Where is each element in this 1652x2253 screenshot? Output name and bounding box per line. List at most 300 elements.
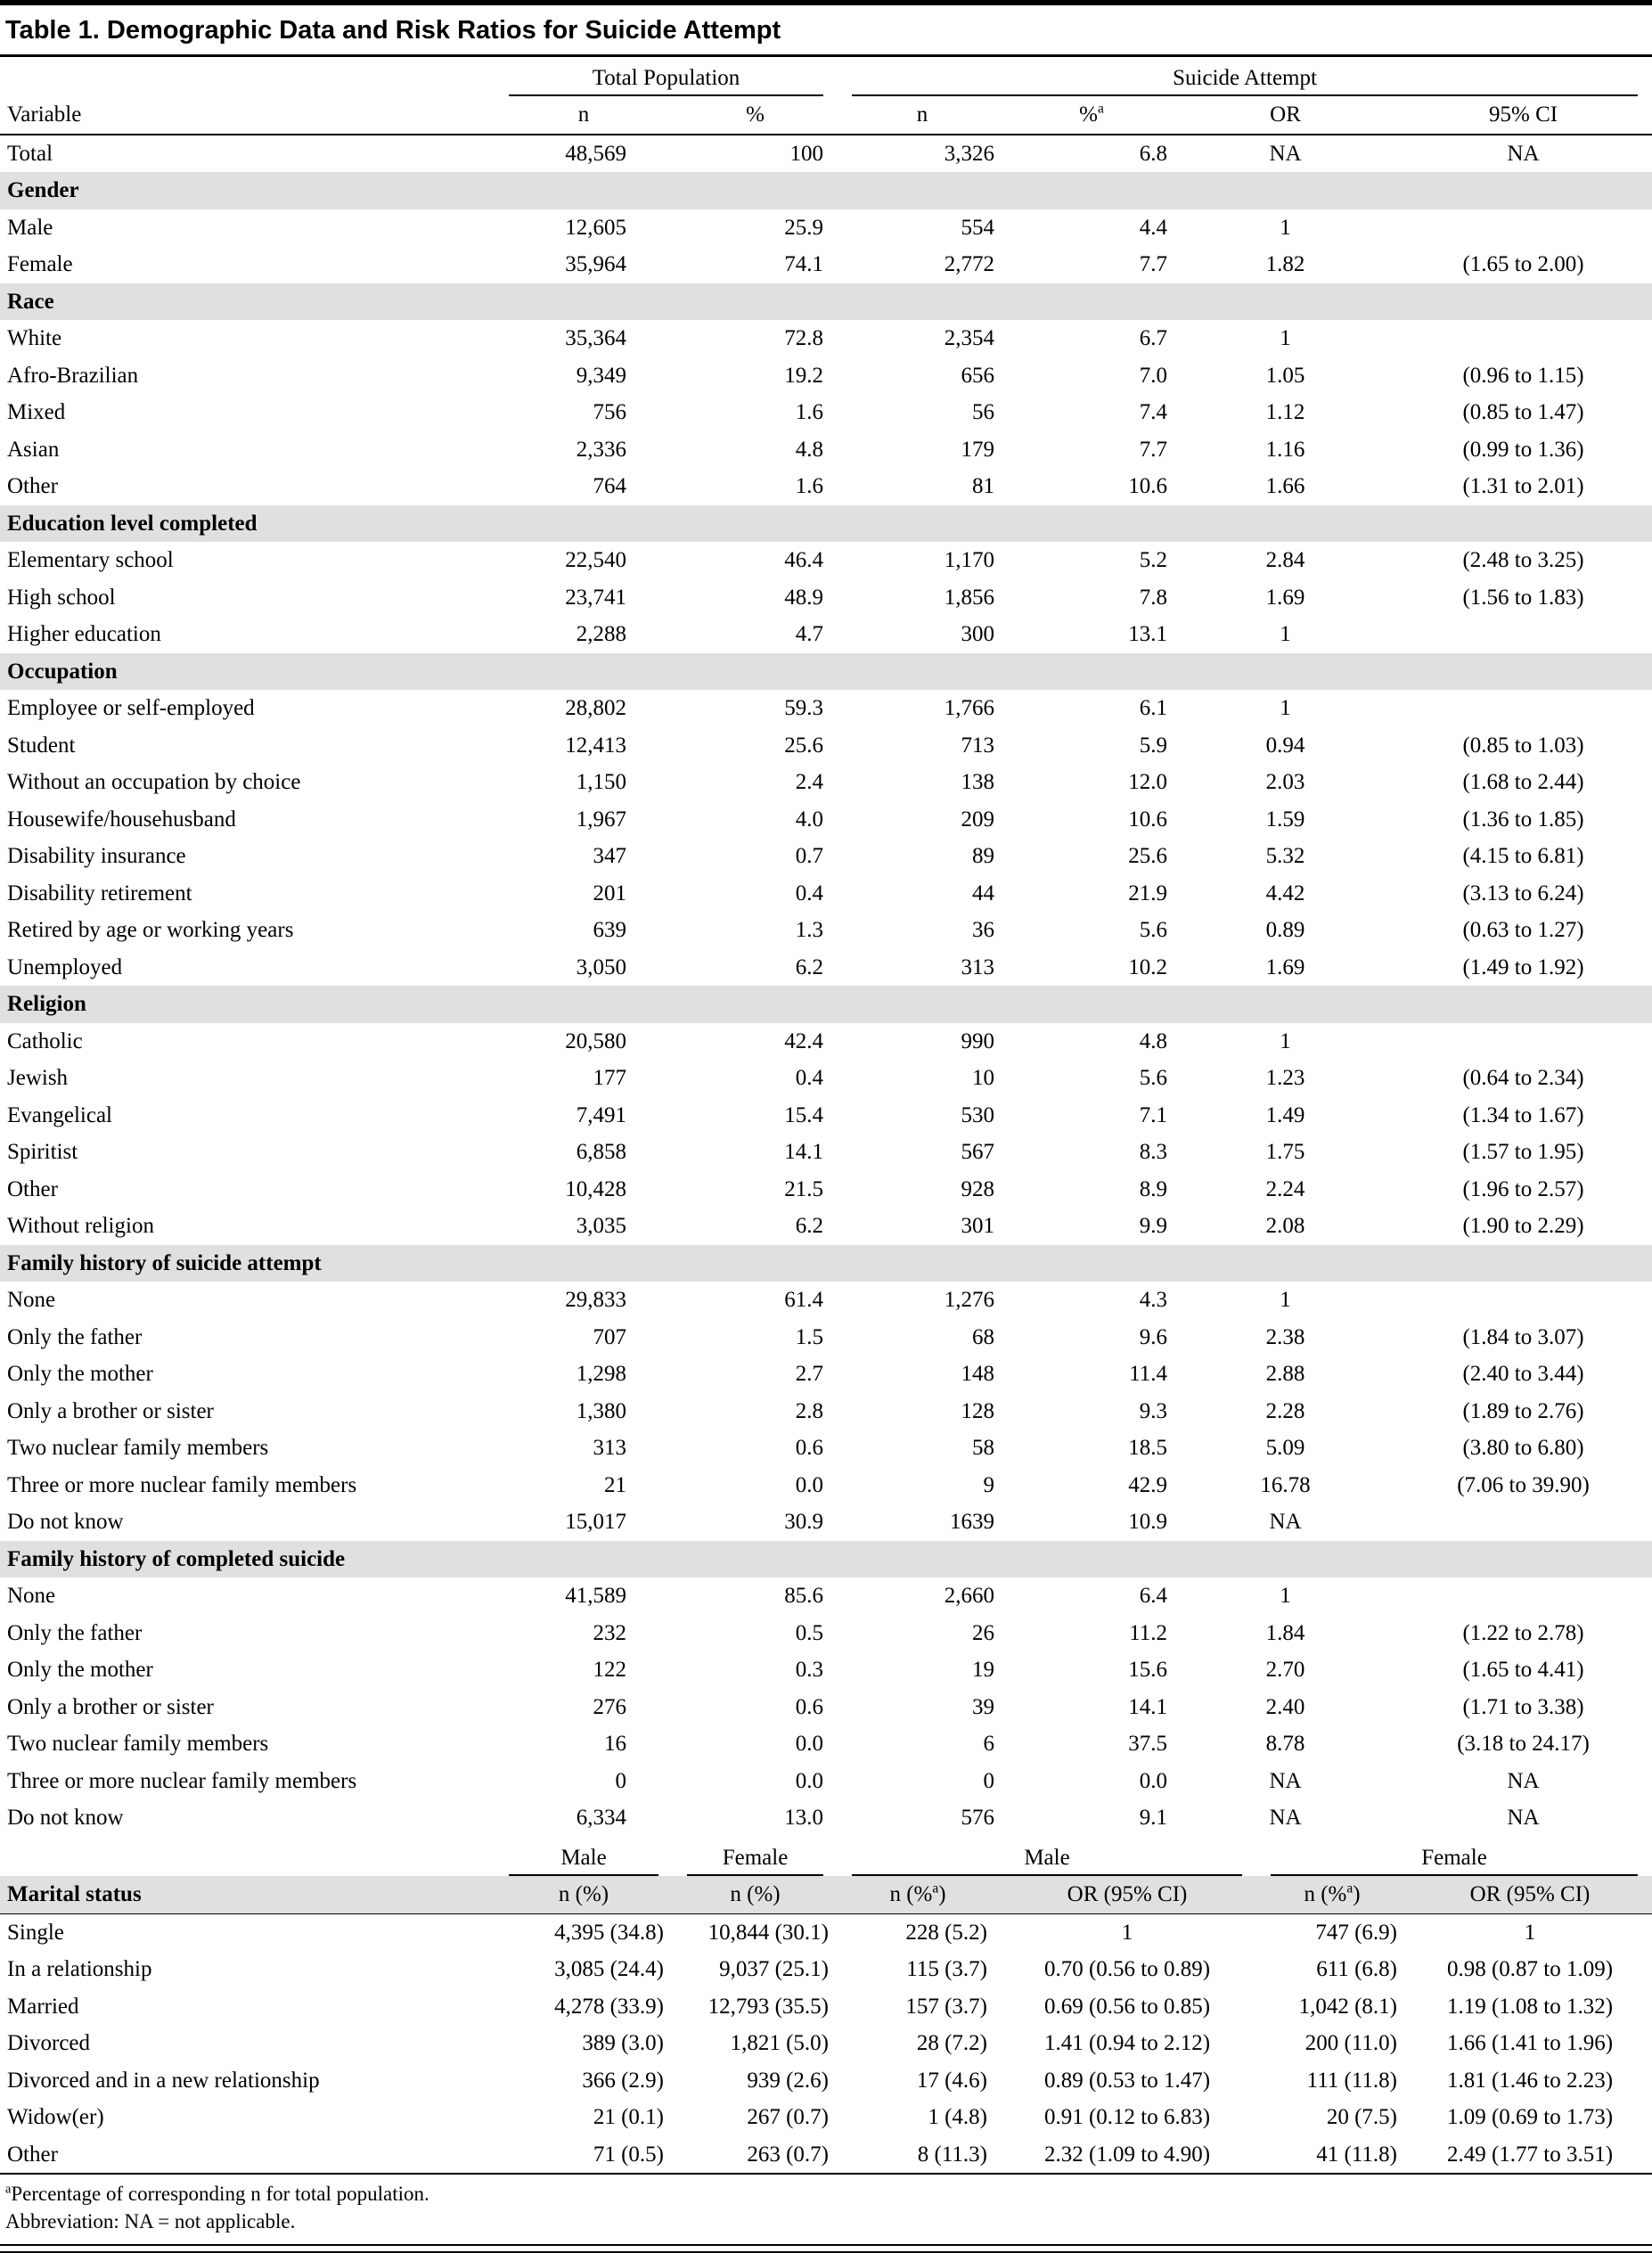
value-cell: 16 — [604, 1732, 626, 1757]
col-header-pct-total: % — [673, 96, 838, 135]
col-header-male-or-ci: OR (95% CI) — [998, 1876, 1256, 1913]
value-cell: 29,833 — [565, 1288, 626, 1313]
value-cell: 201 — [593, 881, 626, 905]
value-cell: 1,042 (8.1) — [1298, 1994, 1397, 2019]
table-row — [0, 431, 1652, 469]
value-cell — [1394, 690, 1652, 727]
value-cell: 21 — [604, 1472, 626, 1497]
value-cell: 2.88 — [1265, 1362, 1305, 1387]
value-cell: 347 — [593, 844, 626, 869]
value-cell: 756 — [593, 400, 626, 425]
value-cell: 9.9 — [1139, 1214, 1168, 1239]
section-header: Family history of suicide attempt — [0, 1245, 1652, 1282]
value-cell: 179 — [961, 437, 995, 462]
value-cell: 5.9 — [1139, 733, 1168, 758]
value-cell: 61.4 — [784, 1288, 824, 1313]
value-cell: 209 — [961, 807, 995, 832]
value-cell: 7.0 — [1139, 363, 1168, 388]
female-total-label: Female — [687, 1844, 823, 1877]
value-cell: 26 — [972, 1620, 995, 1645]
value-cell: 928 — [961, 1176, 995, 1201]
value-cell: (0.63 to 1.27) — [1462, 918, 1584, 943]
table-row — [0, 616, 1652, 653]
value-cell: 1.49 — [1265, 1102, 1305, 1127]
value-cell: 939 (2.6) — [747, 2068, 829, 2093]
section-header-row — [0, 986, 1652, 1023]
row-label: Other — [7, 474, 58, 499]
male-total-group-header — [495, 1837, 673, 1877]
row-label: Only a brother or sister — [7, 1398, 214, 1423]
value-cell: 0.0 — [795, 1472, 824, 1497]
table-row — [0, 1023, 1652, 1061]
value-cell: 72.8 — [784, 326, 824, 351]
value-cell: (4.15 to 6.81) — [1462, 844, 1584, 869]
table-row — [0, 2136, 1652, 2175]
table-row — [0, 1503, 1652, 1541]
value-cell: 0.0 — [795, 1732, 824, 1757]
value-cell: 56 — [972, 400, 995, 425]
table-row — [0, 764, 1652, 801]
row-label: Employee or self-employed — [7, 696, 255, 721]
value-cell: 48.9 — [784, 585, 824, 610]
value-cell: 7.1 — [1139, 1102, 1168, 1127]
row-label: Catholic — [7, 1028, 83, 1053]
bottom-double-rule — [0, 2244, 1652, 2253]
table-row — [0, 912, 1652, 949]
col-header-n-attempt: n — [838, 96, 1007, 135]
value-cell: 68 — [972, 1324, 995, 1349]
table-row — [0, 246, 1652, 283]
value-cell: 128 — [961, 1398, 995, 1423]
value-cell: 4.8 — [1139, 1028, 1168, 1053]
value-cell: 2.84 — [1265, 548, 1305, 573]
table-row — [0, 2062, 1652, 2100]
value-cell: 30.9 — [784, 1510, 824, 1535]
section-header: Family history of completed suicide — [0, 1541, 1652, 1578]
row-label: Widow(er) — [7, 2105, 104, 2130]
value-cell: 42.9 — [1128, 1472, 1168, 1497]
value-cell: 2,772 — [944, 252, 995, 277]
value-cell: 9.1 — [1139, 1806, 1168, 1831]
section-header: Occupation — [0, 653, 1652, 691]
value-cell: 6.1 — [1139, 696, 1168, 721]
table-row — [0, 1430, 1652, 1467]
value-cell: 11.2 — [1129, 1620, 1168, 1645]
value-cell: 1.59 — [1265, 807, 1305, 832]
marital-group-spacer — [0, 1837, 495, 1877]
total-population-group-header — [495, 57, 838, 97]
row-label: Only the father — [7, 1324, 143, 1349]
value-cell: 0.89 (0.53 to 1.47) — [1043, 2068, 1211, 2093]
value-cell: 10,844 (30.1) — [707, 1920, 829, 1945]
table-row — [0, 727, 1652, 765]
value-cell — [1394, 1282, 1652, 1319]
value-cell: 115 (3.7) — [906, 1957, 987, 1982]
value-cell: 7.7 — [1139, 252, 1168, 277]
value-cell: 41,589 — [565, 1584, 626, 1609]
table-row — [0, 1467, 1652, 1504]
value-cell — [1394, 616, 1652, 653]
value-cell: 4.42 — [1265, 881, 1305, 905]
column-group-header-row — [0, 57, 1652, 97]
value-cell: 12,605 — [565, 215, 626, 240]
row-label: Only the father — [7, 1620, 143, 1645]
value-cell: NA — [1507, 1806, 1540, 1831]
male-attempt-label: Male — [852, 1844, 1242, 1877]
value-cell: NA — [1507, 141, 1540, 166]
table-row — [0, 1097, 1652, 1135]
row-label: Three or more nuclear family members — [7, 1768, 357, 1793]
value-cell: 9.6 — [1139, 1324, 1168, 1349]
table-row — [0, 1689, 1652, 1726]
value-cell: 232 — [593, 1620, 626, 1645]
row-label: Mixed — [7, 400, 66, 425]
value-cell: 1,170 — [944, 548, 995, 573]
table-head — [0, 57, 1652, 135]
value-cell: 389 (3.0) — [582, 2031, 664, 2056]
value-cell: 17 (4.6) — [916, 2068, 987, 2093]
value-cell: 2.38 — [1265, 1324, 1305, 1349]
value-cell: 85.6 — [784, 1584, 824, 1609]
table-body — [0, 135, 1652, 1837]
value-cell: 12,793 (35.5) — [707, 1994, 829, 2019]
table-row — [0, 690, 1652, 727]
value-cell: (0.99 to 1.36) — [1462, 437, 1584, 462]
value-cell: (0.64 to 2.34) — [1462, 1066, 1584, 1091]
section-header-row — [0, 653, 1652, 691]
row-label: Other — [7, 1176, 58, 1201]
table-row — [0, 875, 1652, 913]
value-cell: 39 — [972, 1694, 995, 1719]
value-cell: 20,580 — [565, 1028, 626, 1053]
value-cell: 3,050 — [576, 954, 626, 979]
section-header: Gender — [0, 172, 1652, 209]
value-cell: 0 — [983, 1768, 995, 1793]
value-cell: 2.40 — [1265, 1694, 1305, 1719]
row-label: Student — [7, 733, 76, 758]
table-row — [0, 1651, 1652, 1689]
marital-status-table — [0, 1837, 1652, 2175]
value-cell: 0.4 — [795, 1066, 824, 1091]
value-cell — [1394, 320, 1652, 357]
value-cell: 1,150 — [576, 770, 626, 795]
value-cell: 6.2 — [795, 954, 824, 979]
demographics-table — [0, 57, 1652, 1837]
value-cell: 10,428 — [565, 1176, 626, 1201]
value-cell: 9 — [983, 1472, 995, 1497]
table-row — [0, 1577, 1652, 1615]
value-cell: (0.85 to 1.47) — [1462, 400, 1584, 425]
value-cell: 7.4 — [1139, 400, 1168, 425]
row-label: Female — [7, 252, 73, 277]
value-cell: 0 — [615, 1768, 626, 1793]
value-cell: 0.91 (0.12 to 6.83) — [1043, 2105, 1211, 2130]
col-header-male-attempt-n-pct: n (%$^a$) — [838, 1876, 998, 1913]
value-cell: 5.6 — [1139, 1066, 1168, 1091]
value-cell: 25.6 — [1128, 844, 1168, 869]
table-row — [0, 1725, 1652, 1763]
value-cell: 9.3 — [1139, 1398, 1168, 1423]
value-cell: (0.96 to 1.15) — [1462, 363, 1584, 388]
value-cell: 1.69 — [1265, 954, 1305, 979]
table-row — [0, 320, 1652, 357]
row-label: Only a brother or sister — [7, 1694, 214, 1719]
footnote-abbreviation: Abbreviation: NA = not applicable. — [5, 2210, 296, 2233]
table-row — [0, 1060, 1652, 1097]
value-cell: 25.6 — [784, 733, 824, 758]
table-row — [0, 579, 1652, 617]
value-cell: 2.49 (1.77 to 3.51) — [1446, 2142, 1614, 2167]
value-cell: 1 — [1280, 215, 1291, 240]
value-cell: 1.66 (1.41 to 1.96) — [1446, 2031, 1614, 2056]
value-cell: 7.7 — [1139, 437, 1168, 462]
value-cell: 16.78 — [1260, 1472, 1311, 1497]
value-cell: (1.57 to 1.95) — [1462, 1140, 1584, 1165]
col-header-female-attempt-n-pct: n (%$^a$) — [1256, 1876, 1408, 1913]
value-cell: 19.2 — [784, 363, 824, 388]
value-cell: 6,334 — [576, 1806, 626, 1831]
value-cell: 0.89 — [1265, 918, 1305, 943]
row-label: Retired by age or working years — [7, 918, 294, 943]
value-cell: 276 — [593, 1694, 626, 1719]
row-label: Afro-Brazilian — [7, 363, 139, 388]
value-cell: 2.70 — [1265, 1658, 1305, 1683]
value-cell: 707 — [593, 1324, 626, 1349]
value-cell: (1.89 to 2.76) — [1462, 1398, 1584, 1423]
section-header: Religion — [0, 986, 1652, 1023]
value-cell: 1,276 — [944, 1288, 995, 1313]
value-cell: 1.16 — [1265, 437, 1305, 462]
table-row — [0, 394, 1652, 431]
value-cell: 5.6 — [1139, 918, 1168, 943]
value-cell: 10.2 — [1128, 954, 1168, 979]
value-cell: 10.6 — [1128, 807, 1168, 832]
value-cell: 656 — [961, 363, 995, 388]
value-cell: 3,326 — [944, 141, 995, 166]
value-cell — [1394, 1503, 1652, 1541]
value-cell: 0.70 (0.56 to 0.89) — [1043, 1957, 1211, 1982]
col-header-male-n-pct: n (%) — [495, 1876, 673, 1913]
value-cell: 2.32 (1.09 to 4.90) — [1043, 2142, 1211, 2167]
value-cell: 71 (0.5) — [593, 2142, 664, 2167]
marital-column-header-row — [0, 1876, 1652, 1913]
female-total-group-header — [673, 1837, 838, 1877]
value-cell: 1.41 (0.94 to 2.12) — [1043, 2031, 1211, 2056]
section-header: Education level completed — [0, 505, 1652, 543]
male-total-label: Male — [509, 1844, 658, 1877]
row-label: Single — [7, 1920, 64, 1945]
row-label: Evangelical — [7, 1102, 112, 1127]
row-label: Divorced and in a new relationship — [7, 2068, 320, 2093]
footnote-percentage: $^a$Percentage of corresponding n for total population. — [5, 2182, 429, 2206]
value-cell: 74.1 — [784, 252, 824, 277]
value-cell: (1.96 to 2.57) — [1462, 1176, 1584, 1201]
value-cell: 59.3 — [784, 696, 824, 721]
table-row — [0, 135, 1652, 173]
value-cell: 14.1 — [1128, 1694, 1168, 1719]
table-row — [0, 1282, 1652, 1319]
value-cell: (2.48 to 3.25) — [1462, 548, 1584, 573]
value-cell: 22,540 — [565, 548, 626, 573]
value-cell: 1 — [1524, 1920, 1536, 1945]
section-header-row — [0, 505, 1652, 543]
value-cell — [1394, 1023, 1652, 1061]
value-cell: 15.6 — [1128, 1658, 1168, 1683]
value-cell: 44 — [972, 881, 995, 905]
value-cell: 990 — [961, 1028, 995, 1053]
row-label: Married — [7, 1994, 79, 2019]
value-cell: 0.0 — [795, 1768, 824, 1793]
value-cell: 1.75 — [1265, 1140, 1305, 1165]
value-cell: 4,395 (34.8) — [554, 1920, 664, 1945]
table-row — [0, 1763, 1652, 1800]
table-row — [0, 1208, 1652, 1245]
value-cell: 764 — [593, 474, 626, 499]
value-cell: 3,035 — [576, 1214, 626, 1239]
value-cell: 0.6 — [795, 1694, 824, 1719]
value-cell: 10.9 — [1128, 1510, 1168, 1535]
table-row — [0, 838, 1652, 875]
value-cell: 157 (3.7) — [905, 1994, 987, 2019]
value-cell: (1.49 to 1.92) — [1462, 954, 1584, 979]
value-cell: 41 (11.8) — [1316, 2142, 1397, 2167]
table-title: Table 1. Demographic Data and Risk Ratios for Suicide Attempt — [0, 5, 1652, 57]
value-cell: 200 (11.0) — [1304, 2031, 1397, 2056]
table-row — [0, 357, 1652, 395]
table-row — [0, 1319, 1652, 1356]
table-row — [0, 1171, 1652, 1208]
value-cell: 713 — [961, 733, 995, 758]
value-cell: 747 (6.9) — [1315, 1920, 1397, 1945]
table-row — [0, 1913, 1652, 1951]
value-cell: (1.22 to 2.78) — [1462, 1620, 1584, 1645]
value-cell: 21.5 — [784, 1176, 824, 1201]
value-cell: 37.5 — [1128, 1732, 1168, 1757]
value-cell: 12.0 — [1128, 770, 1168, 795]
table-row — [0, 1951, 1652, 1988]
marital-group-header-row — [0, 1837, 1652, 1877]
table-row — [0, 2025, 1652, 2062]
value-cell: 4.0 — [795, 807, 824, 832]
value-cell: 2.24 — [1265, 1176, 1305, 1201]
value-cell: (1.65 to 4.41) — [1462, 1658, 1584, 1683]
value-cell: 263 (0.7) — [747, 2142, 829, 2167]
value-cell: 0.4 — [795, 881, 824, 905]
col-header-n-total: n — [495, 96, 673, 135]
value-cell: 5.2 — [1139, 548, 1168, 573]
value-cell: 6.8 — [1139, 141, 1168, 166]
value-cell: 5.32 — [1265, 844, 1305, 869]
value-cell: 1.12 — [1265, 400, 1305, 425]
row-label: White — [7, 326, 62, 351]
value-cell: 8.9 — [1139, 1176, 1168, 1201]
value-cell: 300 — [961, 622, 995, 647]
value-cell: 6 — [983, 1732, 995, 1757]
value-cell: 4,278 (33.9) — [554, 1994, 664, 2019]
value-cell: 4.7 — [795, 622, 824, 647]
value-cell: NA — [1269, 1768, 1302, 1793]
value-cell: 1.81 (1.46 to 2.23) — [1446, 2068, 1614, 2093]
table-row — [0, 949, 1652, 987]
col-header-female-or-ci: OR (95% CI) — [1408, 1876, 1652, 1913]
suicide-attempt-label: Suicide Attempt — [852, 64, 1638, 97]
value-cell: 2.7 — [795, 1362, 824, 1387]
value-cell: 9,037 (25.1) — [719, 1957, 829, 1982]
value-cell: (2.40 to 3.44) — [1462, 1362, 1584, 1387]
value-cell: 2.03 — [1265, 770, 1305, 795]
female-attempt-group-header — [1256, 1837, 1652, 1877]
value-cell: 6,858 — [576, 1140, 626, 1165]
value-cell: 4.3 — [1139, 1288, 1168, 1313]
value-cell: 1 — [1280, 1584, 1291, 1609]
value-cell: 1.09 (0.69 to 1.73) — [1446, 2105, 1614, 2130]
table-row — [0, 1799, 1652, 1837]
value-cell: (1.34 to 1.67) — [1462, 1102, 1584, 1127]
row-label: Jewish — [7, 1066, 69, 1091]
value-cell: 1,298 — [576, 1362, 626, 1387]
value-cell: 2.4 — [795, 770, 824, 795]
value-cell: 138 — [961, 770, 995, 795]
table-row — [0, 1134, 1652, 1171]
value-cell: 148 — [961, 1362, 995, 1387]
value-cell: 1 — [1280, 326, 1291, 351]
row-label: Divorced — [7, 2031, 91, 2056]
value-cell: 1,766 — [944, 696, 995, 721]
value-cell: 177 — [593, 1066, 626, 1091]
row-label: Three or more nuclear family members — [7, 1472, 357, 1497]
value-cell: 6.4 — [1139, 1584, 1168, 1609]
value-cell: (1.65 to 2.00) — [1462, 252, 1584, 277]
col-header-ci: 95% CI — [1394, 96, 1652, 135]
value-cell: 1.66 — [1265, 474, 1305, 499]
table-row — [0, 1615, 1652, 1652]
superscript-a: a — [5, 2182, 12, 2197]
value-cell: 28 (7.2) — [916, 2031, 987, 2056]
value-cell: 1 — [1280, 1288, 1291, 1313]
row-label: Two nuclear family members — [7, 1732, 269, 1757]
value-cell: 13.1 — [1128, 622, 1168, 647]
value-cell: 10.6 — [1128, 474, 1168, 499]
value-cell: 7,491 — [576, 1102, 626, 1127]
value-cell: 35,364 — [565, 326, 626, 351]
suicide-attempt-group-header — [838, 57, 1652, 97]
value-cell: 611 (6.8) — [1316, 1957, 1397, 1982]
value-cell: (3.13 to 6.24) — [1462, 881, 1584, 905]
row-label: Only the mother — [7, 1658, 153, 1683]
col-header-variable: Variable — [0, 96, 495, 135]
value-cell: 313 — [593, 1436, 626, 1461]
superscript-a: a — [932, 1880, 939, 1897]
value-cell: 1,380 — [576, 1398, 626, 1423]
value-cell: 122 — [593, 1658, 626, 1683]
value-cell: 1 — [1280, 622, 1291, 647]
section-header-row — [0, 172, 1652, 209]
value-cell: (1.84 to 3.07) — [1462, 1324, 1584, 1349]
value-cell: 366 (2.9) — [582, 2068, 664, 2093]
value-cell: 567 — [961, 1140, 995, 1165]
value-cell: 15.4 — [784, 1102, 824, 1127]
value-cell: 313 — [961, 954, 995, 979]
value-cell: 6.2 — [795, 1214, 824, 1239]
value-cell: 2,354 — [944, 326, 995, 351]
value-cell: (1.36 to 1.85) — [1462, 807, 1584, 832]
value-cell: 2.28 — [1265, 1398, 1305, 1423]
value-cell: (0.85 to 1.03) — [1462, 733, 1584, 758]
value-cell: 15,017 — [565, 1510, 626, 1535]
value-cell: 0.94 — [1265, 733, 1305, 758]
col-header-marital-status: Marital status — [0, 1876, 495, 1913]
value-cell: 0.3 — [795, 1658, 824, 1683]
